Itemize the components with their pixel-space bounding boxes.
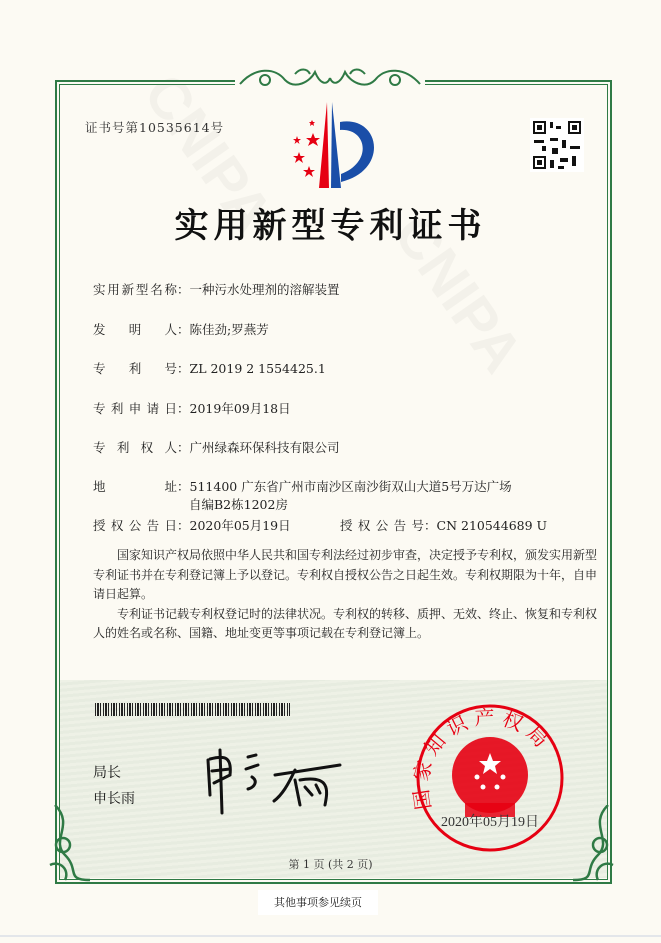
cnipa-logo [285, 100, 385, 192]
continuation-note: 其他事项参见续页 [258, 890, 378, 915]
qr-code [530, 118, 584, 172]
ornament-bottom-right [568, 805, 618, 885]
field-inventor: 发明人：陈佳劲;罗燕芳 [93, 322, 269, 337]
director-title: 局长 [93, 765, 121, 781]
field-application-date: 专利申请日：2019年09月18日 [93, 401, 291, 416]
official-seal [405, 695, 575, 865]
ornament-bottom-left [45, 805, 95, 885]
ornament-top [235, 62, 425, 94]
field-utility-model-name: 实用新型名称：一种污水处理剂的溶解装置 [93, 282, 340, 297]
certificate-body [93, 546, 608, 644]
director-name: 申长雨 [93, 791, 135, 807]
field-patent-number: 专利号：ZL 2019 2 1554425.1 [93, 361, 326, 376]
page-number: 第 1 页 (共 2 页) [288, 858, 373, 871]
certificate-number: 证书号第10535614号 [85, 120, 225, 135]
field-grant-date: 授权公告日：2020年05月19日 [93, 518, 291, 533]
barcode [95, 703, 290, 716]
seal-date: 2020年05月19日 [441, 815, 539, 830]
field-grant-number: 授权公告号：CN 210544689 U [340, 518, 548, 533]
body-paragraph: 国家知识产权局依照中华人民共和国专利法经过初步审查，决定授予专利权，颁发实用新型专利证书并在专利登记簿上予以登记。专利权自授权公告之日起生效。专利权期限为十年，自申请日起算。 [93, 548, 598, 601]
body-paragraph: 专利证书记载专利权登记时的法律状况。专利权的转移、质押、无效、终止、恢复和专利权人的姓名或名称、国籍、地址变更等事项记载在专利登记簿上。 [93, 606, 598, 640]
field-address: 地址：511400 广东省广州市南沙区南沙街双山大道5号万达广场 自编B2栋1202房 [93, 479, 512, 512]
field-patentee: 专利权人：广州绿森环保科技有限公司 [93, 440, 340, 455]
certificate-title: 实用新型专利证书 [174, 206, 487, 246]
divider [0, 935, 661, 937]
seal-text: 国家知识产权局 [407, 704, 558, 812]
handwritten-signature [200, 745, 350, 820]
